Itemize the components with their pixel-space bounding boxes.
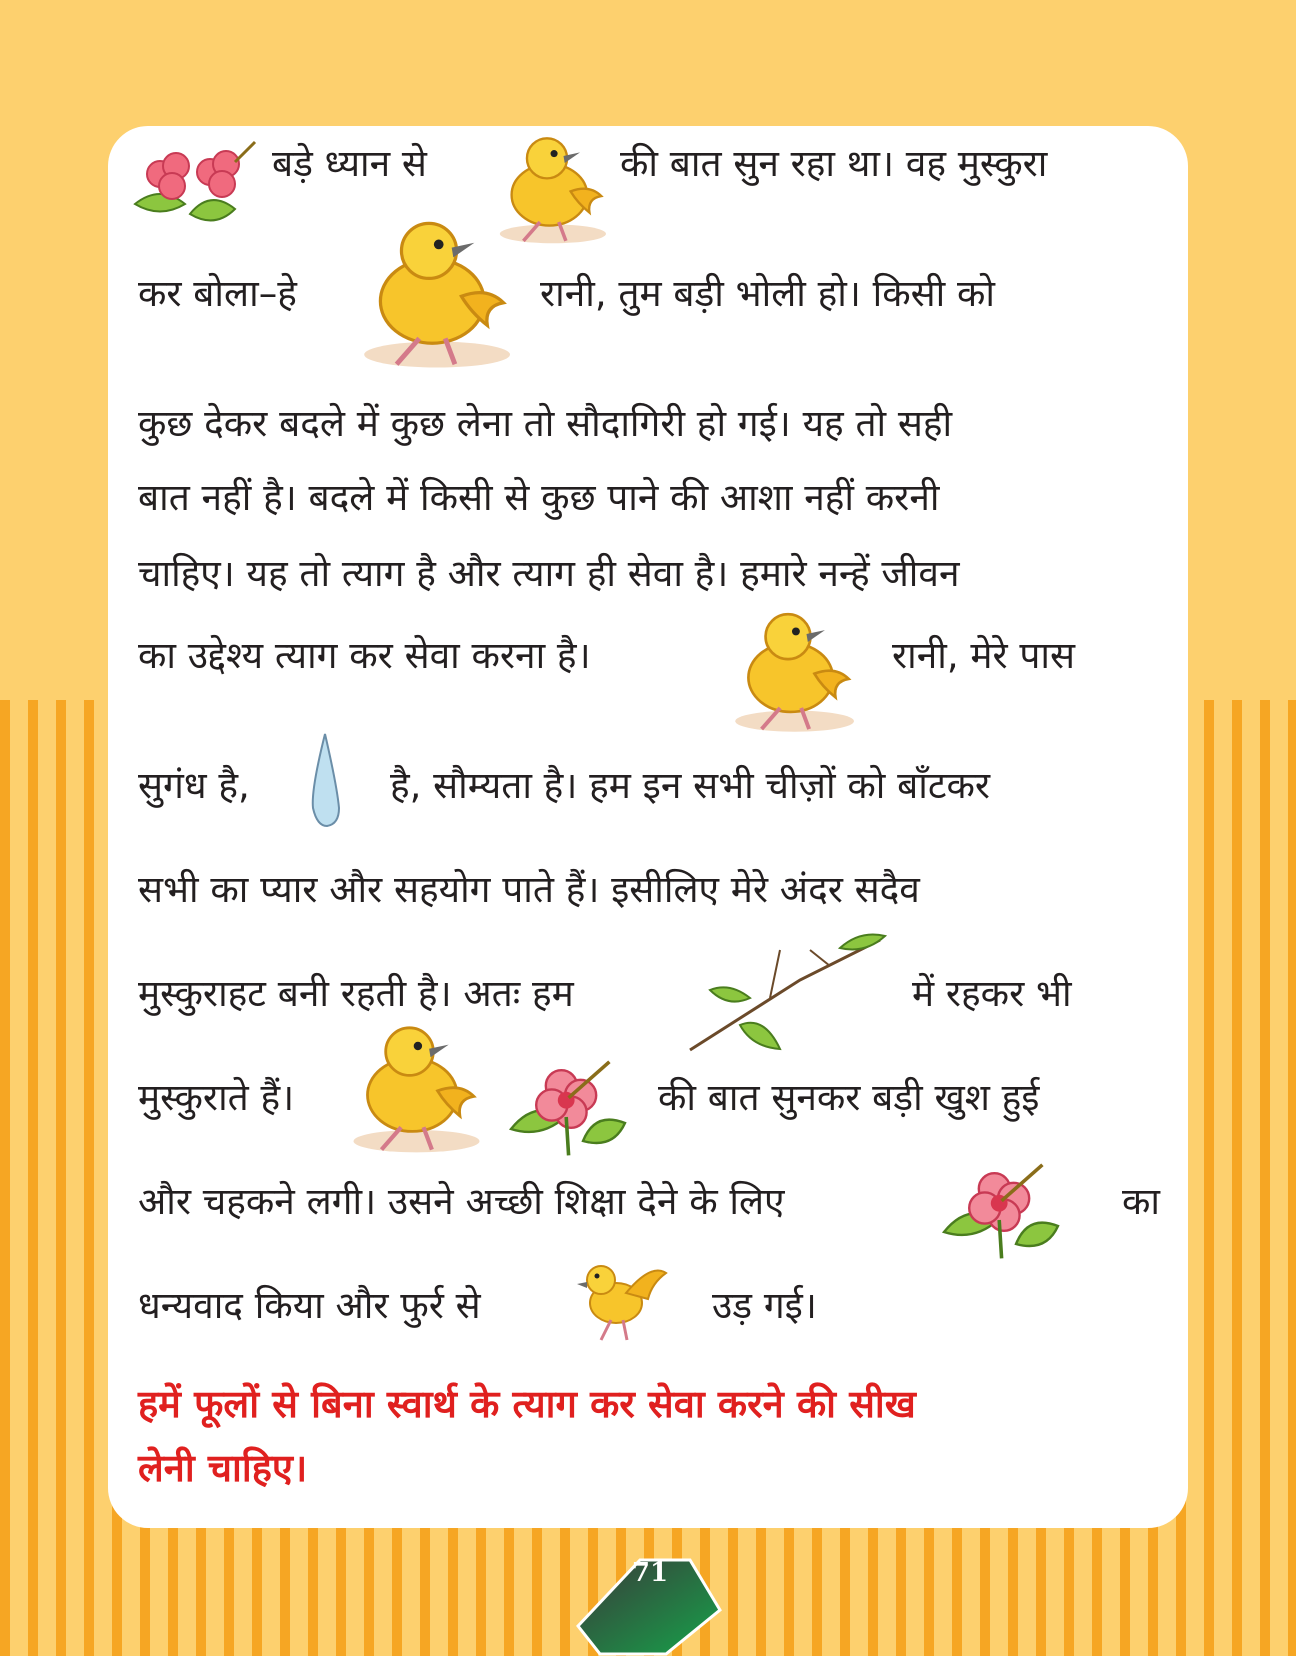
hibiscus-flower-icon	[495, 1045, 635, 1165]
story-line-7a: सुगंध है,	[138, 764, 250, 807]
hibiscus-flowers-icon	[130, 134, 260, 239]
story-line-7b: है, सौम्यता है। हम इन सभी चीज़ों को बाँटकर	[390, 764, 991, 807]
page-number: 71	[631, 1558, 669, 1588]
hibiscus-flower-icon	[928, 1148, 1068, 1268]
story-line-9b: में रहकर भी	[912, 972, 1072, 1015]
story-line-10a: मुस्कुराते हैं।	[138, 1076, 295, 1119]
story-line-2a: कर बोला–हे	[138, 272, 297, 315]
bird-icon	[348, 212, 510, 374]
moral-line-1: हमें फूलों से बिना स्वार्थ के त्याग कर सेवा करने की सीख	[138, 1382, 916, 1426]
bird-icon	[722, 605, 854, 737]
story-line-8: सभी का प्यार और सहयोग पाते हैं। इसीलिए मेरे अंदर सदैव	[138, 868, 920, 911]
story-line-6a: का उद्देश्य त्याग कर सेवा करना है।	[138, 634, 591, 677]
story-line-12a: धन्यवाद किया और फुर्र से	[138, 1284, 481, 1327]
story-line-11b: का	[1122, 1180, 1160, 1223]
bird-icon	[322, 1018, 497, 1158]
story-line-2b: रानी, तुम बड़ी भोली हो। किसी को	[540, 272, 995, 315]
story-line-3: कुछ देकर बदले में कुछ लेना तो सौदागिरी हो गई। यह तो सही	[138, 402, 953, 445]
story-line-11a: और चहकने लगी। उसने अच्छी शिक्षा देने के लिए	[138, 1180, 785, 1223]
story-line-6b: रानी, मेरे पास	[892, 634, 1075, 677]
story-line-4: बात नहीं है। बदले में किसी से कुछ पाने की आशा नहीं करनी	[138, 476, 940, 519]
moral-line-2: लेनी चाहिए।	[138, 1446, 308, 1490]
twig-icon	[680, 930, 900, 1060]
moral-text	[138, 1372, 1160, 1500]
story-line-1b: की बात सुन रहा था। वह मुस्कुरा	[620, 142, 1048, 185]
water-drop-icon	[305, 730, 345, 830]
story-line-10b: की बात सुनकर बड़ी खुश हुई	[658, 1076, 1040, 1119]
story-line-5: चाहिए। यह तो त्याग है और त्याग ही सेवा है। हमारे नन्हें जीवन	[138, 552, 960, 595]
story-line-9a: मुस्कुराहट बनी रहती है। अतः हम	[138, 972, 574, 1015]
flying-bird-icon	[566, 1248, 676, 1348]
story-line-12b: उड़ गई।	[712, 1284, 817, 1327]
story-line-1a: बड़े ध्यान से	[272, 142, 427, 185]
